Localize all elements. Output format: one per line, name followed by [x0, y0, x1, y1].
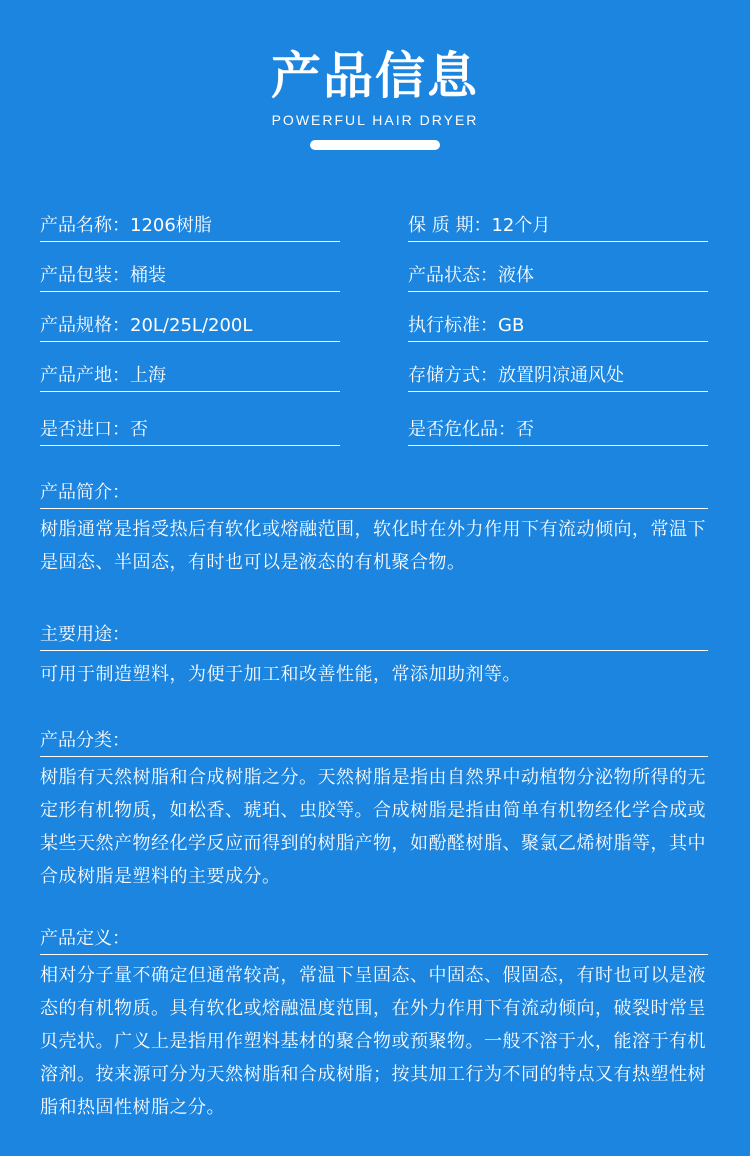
spec-state: 产品状态：液体 — [408, 261, 708, 292]
spec-storage: 存储方式：放置阴凉通风处 — [408, 361, 708, 392]
spec-imported: 是否进口：否 — [40, 415, 340, 446]
title-underline-bar — [310, 140, 440, 150]
section-category-heading: 产品分类： — [40, 726, 708, 757]
spec-size: 产品规格：20L/25L/200L — [40, 311, 340, 342]
spec-hazardous: 是否危化品：否 — [408, 415, 708, 446]
section-usage-body: 可用于制造塑料，为便于加工和改善性能，常添加助剂等。 — [40, 664, 521, 685]
section-definition-heading: 产品定义： — [40, 924, 708, 955]
spec-product-name: 产品名称：1206树脂 — [40, 211, 340, 242]
section-intro-heading: 产品简介： — [40, 478, 708, 509]
spec-shelf-life: 保 质 期：12个月 — [408, 211, 708, 242]
spec-packaging: 产品包装：桶装 — [40, 261, 340, 292]
section-category-body: 树脂有天然树脂和合成树脂之分。天然树脂是指由自然界中动植物分泌物所得的无定形有机物质，如松香、琥珀、虫胶等。合成树脂是指由简单有机物经化学合成或某些天然产物经化学反应而得到的树脂产物，如酚醛树脂、聚氯乙烯树脂等，其中合成树脂是塑料的主要成分。 — [40, 767, 706, 887]
spec-origin: 产品产地：上海 — [40, 361, 340, 392]
page-title: 产品信息 — [271, 47, 479, 105]
page-subtitle: POWERFUL HAIR DRYER — [271, 112, 479, 128]
section-intro-body: 树脂通常是指受热后有软化或熔融范围，软化时在外力作用下有流动倾向，常温下是固态、半固态，有时也可以是液态的有机聚合物。 — [40, 519, 706, 573]
section-usage-heading: 主要用途： — [40, 620, 708, 651]
spec-standard: 执行标准：GB — [408, 311, 708, 342]
section-definition-body: 相对分子量不确定但通常较高，常温下呈固态、中固态、假固态，有时也可以是液态的有机物质。具有软化或熔融温度范围，在外力作用下有流动倾向，破裂时常呈贝壳状。广义上是指用作塑料基材的聚合物或预聚物。一般不溶于水，能溶于有机溶剂。按来源可分为天然树脂和合成树脂；按其加工行为不同的特点又有热塑性树脂和热固性树脂之分。 — [40, 965, 706, 1118]
